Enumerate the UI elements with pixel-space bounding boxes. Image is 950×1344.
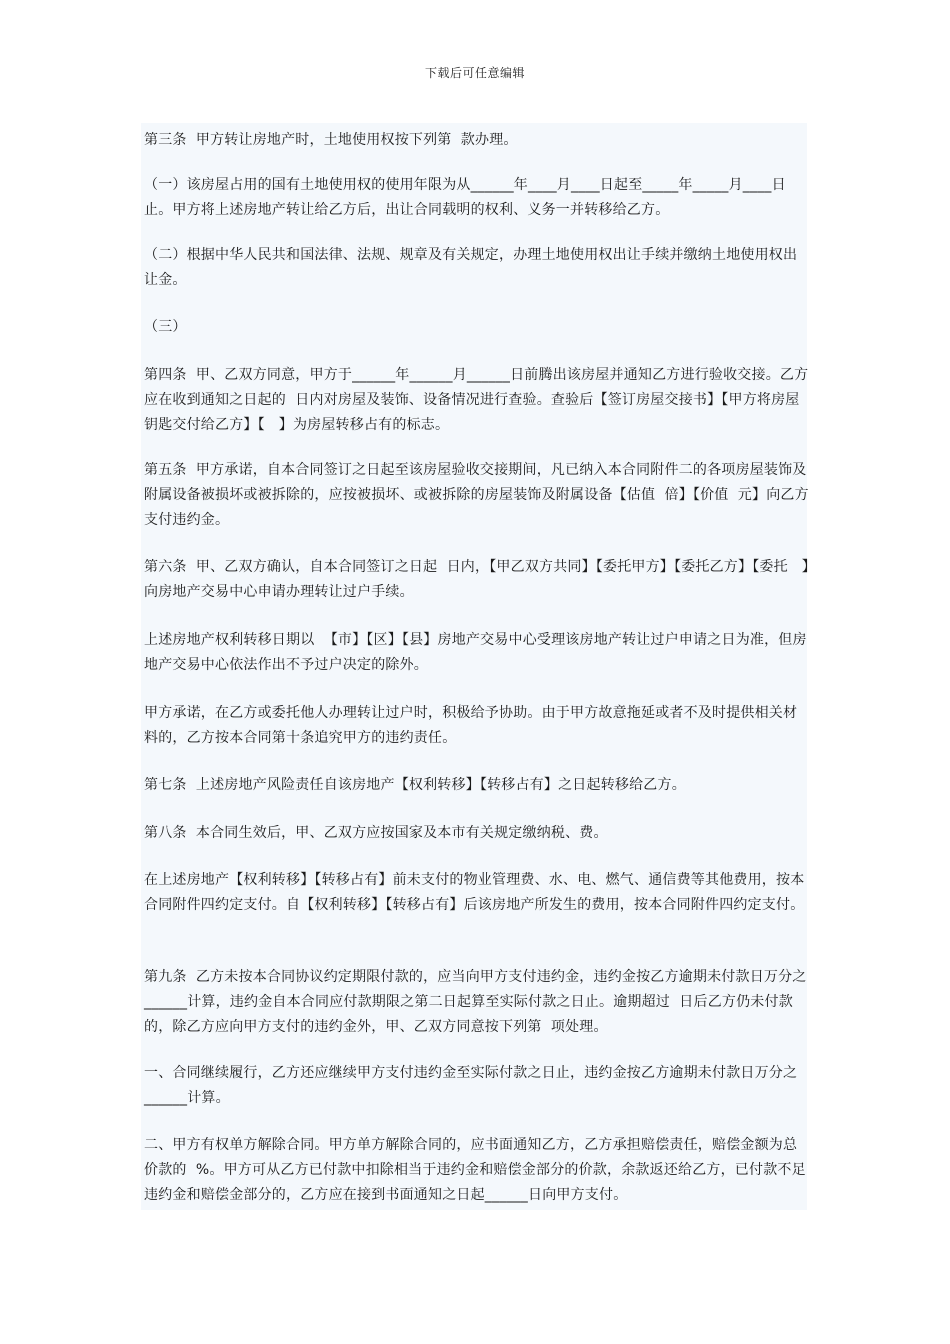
- paragraph-article-5: 第五条 甲方承诺，自本合同签订之日起至该房屋验收交接期间，凡已纳入本合同附件二的各项房屋装饰及附属设备被损坏或被拆除的，应按被损坏、或被拆除的房屋装饰及附属设备【估值 倍】【价值 元】向乙方支付违约金。: [144, 462, 809, 528]
- paragraph-article-6: 第六条 甲、乙双方确认，自本合同签订之日起 日内，【甲乙双方共同】【委托甲方】【委托乙方】【委托 】向房地产交易中心申请办理转让过户手续。: [144, 559, 809, 600]
- paragraph-article-3-item-3: （三）: [144, 319, 187, 335]
- document-body: [141, 123, 807, 1210]
- paragraph-article-6-transfer-date: 上述房地产权利转移日期以 【市】【区】【县】房地产交易中心受理该房地产转让过户申请之日为准，但房地产交易中心依法作出不予过户决定的除外。: [144, 632, 807, 673]
- paragraph-article-9-option-2: 二、甲方有权单方解除合同。甲方单方解除合同的，应书面通知乙方，乙方承担赔偿责任，赔偿金额为总价款的 %。甲方可从乙方已付款中扣除相当于违约金和赔偿金部分的价款，余款返还给乙方，已付款不足违约金和赔偿金部分的，乙方应在接到书面通知之日起______日向甲方支付。: [144, 1137, 806, 1203]
- paragraph-article-8: 第八条 本合同生效后，甲、乙双方应按国家及本市有关规定缴纳税、费。: [144, 825, 608, 841]
- paragraph-article-3: 第三条 甲方转让房地产时，土地使用权按下列第 款办理。: [144, 132, 518, 148]
- paragraph-article-8-fees: 在上述房地产【权利转移】【转移占有】前未支付的物业管理费、水、电、燃气、通信费等其他费用，按本合同附件四约定支付。自【权利转移】【转移占有】后该房地产所发生的费用，按本合同附件四约定支付。: [144, 872, 805, 913]
- paragraph-article-9-option-1: 一、合同继续履行，乙方还应继续甲方支付违约金至实际付款之日止，违约金按乙方逾期未付款日万分之______计算。: [144, 1065, 798, 1106]
- paragraph-article-9: 第九条 乙方未按本合同协议约定期限付款的，应当向甲方支付违约金，违约金按乙方逾期未付款日万分之______计算，违约金自本合同应付款期限之第二日起算至实际付款之日止。逾期超过 日后乙方仍未付款的，除乙方应向甲方支付的违约金外，甲、乙双方同意按下列第 项处理。: [144, 969, 807, 1035]
- paragraph-article-3-item-2: （二）根据中华人民共和国法律、法规、规章及有关规定，办理土地使用权出让手续并缴纳土地使用权出让金。: [144, 247, 798, 288]
- page-header: 下载后可任意编辑: [424, 66, 525, 80]
- paragraph-article-6-assistance: 甲方承诺，在乙方或委托他人办理转让过户时，积极给予协助。由于甲方故意拖延或者不及时提供相关材料的，乙方按本合同第十条追究甲方的违约责任。: [144, 705, 798, 746]
- paragraph-article-7: 第七条 上述房地产风险责任自该房地产【权利转移】【转移占有】之日起转移给乙方。: [144, 777, 686, 793]
- paragraph-article-4: 第四条 甲、乙双方同意，甲方于______年______月______日前腾出该房屋并通知乙方进行验收交接。乙方应在收到通知之日起的 日内对房屋及装饰、设备情况进行查验。查验后【签订房屋交接书】【甲方将房屋钥匙交付给乙方】【 】为房屋转移占有的标志。: [144, 367, 809, 433]
- paragraph-article-3-item-1: （一）该房屋占用的国有土地使用权的使用年限为从______年____月____日起至_____年_____月____日止。甲方将上述房地产转让给乙方后，出让合同载明的权利、义务一并转移给乙方。: [144, 177, 786, 218]
